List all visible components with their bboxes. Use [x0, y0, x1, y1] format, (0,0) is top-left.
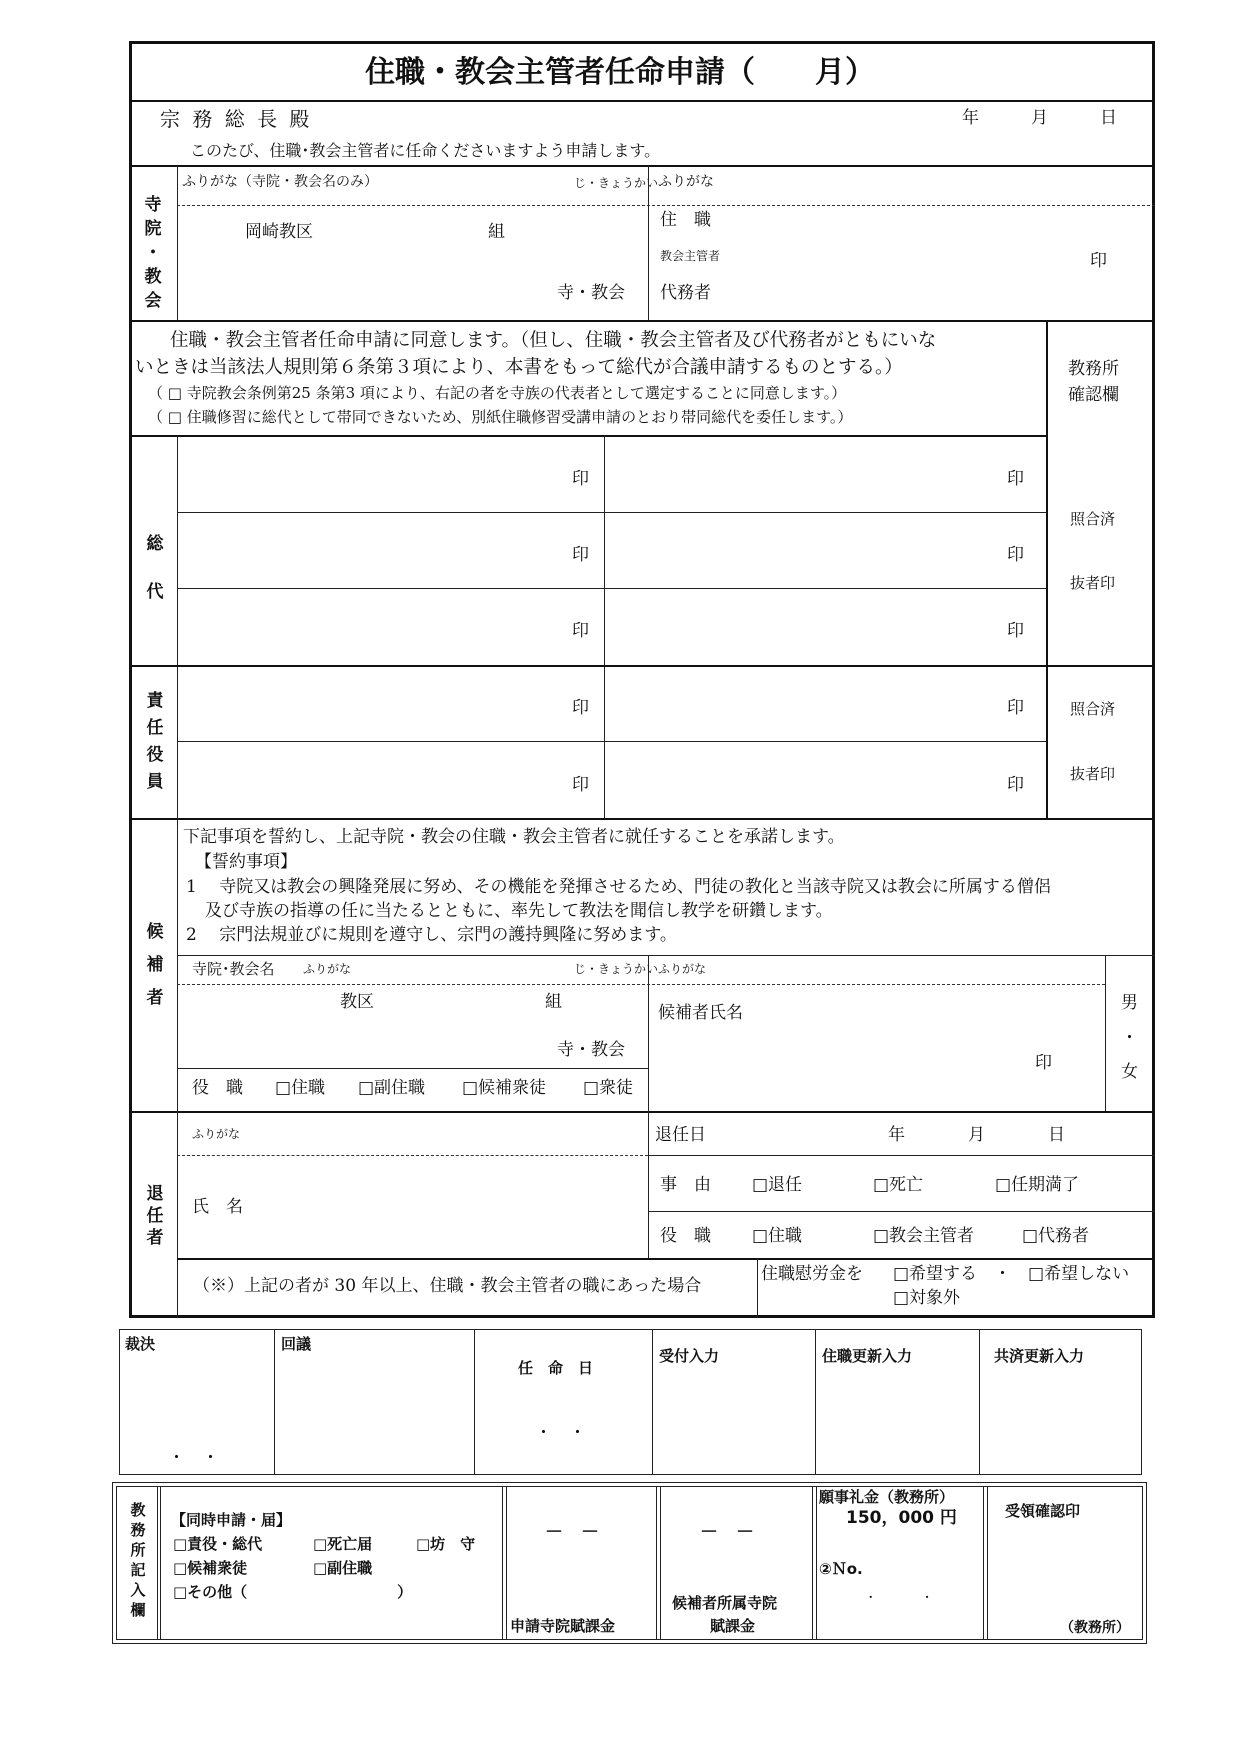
divider — [177, 984, 1105, 985]
allowance-label: 住職慰労金を — [761, 1264, 863, 1284]
divider — [129, 1111, 1155, 1113]
candidate-kumi: 組 — [545, 992, 562, 1012]
kyousai-update-label: 共済更新入力 — [994, 1347, 1085, 1365]
shukansha-label: 教会主管者 — [660, 249, 721, 263]
sekinin-side-label: 責 任 役 員 — [146, 691, 164, 792]
office-label: （教務所） — [1060, 1620, 1130, 1636]
role-koho-shuto-checkbox[interactable]: □候補衆徒 — [462, 1078, 547, 1098]
divider — [648, 955, 649, 1111]
candidate-tera-kyoukai: 寺・教会 — [557, 1040, 625, 1060]
applicant-seal[interactable]: 印 — [1090, 251, 1107, 271]
divider — [648, 1111, 649, 1258]
candidate-temple-name-label: 寺院･教会名 — [192, 960, 275, 978]
consent-line4: （ □ 住職修習に総代として帯同できないため、別紙住職修習受講申請のとおり帯同総代を委任します。） — [148, 408, 853, 426]
divider — [816, 1486, 817, 1640]
divider — [1046, 320, 1048, 818]
allowance-not-applicable[interactable]: □対象外 — [893, 1288, 961, 1308]
reason-death-checkbox[interactable]: □死亡 — [873, 1175, 924, 1195]
jushoku-label: 住 職 — [660, 210, 711, 230]
role-jushoku-checkbox[interactable]: □住職 — [275, 1078, 326, 1098]
divider — [177, 741, 1046, 742]
candidate-name-label: 候補者氏名 — [658, 1003, 743, 1023]
divider — [177, 1068, 648, 1069]
form-title: 住職・教会主管者任命申請（ 月） — [365, 55, 875, 90]
concurrent-applications-heading: 【同時申請・届】 — [171, 1511, 292, 1529]
temple-kumi: 組 — [488, 222, 505, 242]
divider — [815, 1329, 816, 1475]
divider — [129, 818, 1155, 820]
daimusha-label: 代務者 — [660, 283, 711, 303]
check-sekiyaku-sodai[interactable]: □責役・総代 — [173, 1535, 263, 1553]
candidate-role-label: 役 職 — [192, 1078, 243, 1098]
office-check-label: 教務所 確認欄 — [1068, 359, 1119, 405]
check-death-notice[interactable]: □死亡届 — [313, 1535, 373, 1553]
pledge-item-1b: 及び寺族の指導の任に当たるとともに、率先して教法を聞信し教学を研鑽します。 — [205, 901, 833, 921]
check-boumori[interactable]: □坊 守 — [416, 1535, 476, 1553]
levy2-amount[interactable]: － － — [700, 1522, 754, 1543]
retire-date-label: 退任日 — [655, 1125, 706, 1145]
sodai-seal-4[interactable]: 印 — [1007, 545, 1024, 565]
kaigi-label: 回議 — [281, 1335, 312, 1353]
pledge-heading: 【誓約事項】 — [195, 852, 297, 872]
gender-female[interactable]: 女 — [1121, 1062, 1138, 1082]
sekinin-seal-2[interactable]: 印 — [1007, 698, 1024, 718]
receipt-number-label[interactable]: ②Ｎo. — [819, 1560, 863, 1578]
candidate-furigana: ふりがな — [303, 962, 352, 976]
check-koho-shuto[interactable]: □候補衆徒 — [173, 1559, 248, 1577]
divider — [129, 100, 1155, 102]
temple-furigana-label: ふりがな（寺院・教会名のみ） — [182, 174, 378, 190]
sodai-verified: 照合済 — [1070, 510, 1116, 528]
sodai-seal-3[interactable]: 印 — [572, 545, 589, 565]
appointment-date-dots[interactable]: ・ ・ — [535, 1423, 586, 1443]
divider — [177, 588, 1046, 589]
divider — [177, 1155, 648, 1156]
divider — [656, 1486, 657, 1640]
divider — [648, 165, 649, 320]
divider — [177, 1111, 178, 1318]
divider — [648, 1155, 1155, 1156]
reason-label: 事 由 — [660, 1175, 711, 1195]
divider — [129, 165, 1155, 167]
divider — [987, 1486, 988, 1640]
receipt-confirmation-label: 受領確認印 — [1005, 1502, 1081, 1520]
sekinin-extract-seal: 抜者印 — [1070, 765, 1116, 783]
divider — [129, 320, 1155, 322]
levy1-amount[interactable]: － － — [545, 1522, 599, 1543]
divider — [474, 1329, 475, 1475]
divider — [177, 1258, 1155, 1260]
consent-line1: 住職・教会主管者任命申請に同意します。（但し、住職・教会主管者及び代務者がともにいな — [170, 330, 937, 351]
divider — [177, 955, 1155, 956]
retiree-furigana: ふりがな — [192, 1127, 241, 1141]
divider — [129, 665, 1155, 667]
divider — [502, 1486, 503, 1640]
sodai-side-label: 総 代 — [146, 534, 164, 602]
pledge-item-2: 2 宗門法規並びに規則を遵守し、宗門の護持興隆に努めます。 — [186, 925, 677, 945]
retiree-role-shukansha-checkbox[interactable]: □教会主管者 — [873, 1226, 975, 1246]
saiketsu-label: 裁決 — [125, 1335, 156, 1353]
temple-side-label: 寺 院 ・ 教 会 — [144, 195, 162, 311]
temple-district: 岡崎教区 — [245, 222, 313, 242]
divider — [129, 435, 1047, 437]
candidate-ji-kyoukai: じ・きょうかい — [574, 962, 659, 976]
divider — [177, 512, 1046, 513]
sodai-seal-2[interactable]: 印 — [1007, 469, 1024, 489]
divider — [274, 1329, 275, 1475]
levy1-label: 申請寺院賦課金 — [510, 1617, 616, 1635]
retiree-role-jushoku-checkbox[interactable]: □住職 — [752, 1226, 803, 1246]
retiree-name-label: 氏 名 — [192, 1197, 243, 1217]
candidate-kyouku: 教区 — [340, 992, 374, 1012]
sodai-extract-seal: 抜者印 — [1070, 574, 1116, 592]
levy2-label-b: 賦課金 — [710, 1617, 756, 1635]
divider — [757, 1258, 758, 1318]
office-entry-side-label: 教 務 所 記 入 欄 — [130, 1501, 146, 1619]
reason-term-end-checkbox[interactable]: □任期満了 — [995, 1175, 1080, 1195]
divider — [604, 435, 605, 818]
retire-date-fields[interactable]: 年 月 日 — [888, 1125, 1068, 1145]
allowance-options[interactable]: □希望する ・ □希望しない — [893, 1264, 1130, 1284]
retiree-note: （※）上記の者が 30 年以上、住職・教会主管者の職にあった場合 — [193, 1276, 702, 1296]
gender-dot: ・ — [1121, 1028, 1138, 1048]
candidate-name-furigana: ふりがな — [658, 962, 707, 976]
divider — [177, 435, 178, 818]
application-date[interactable]: 年 月 日 — [962, 108, 1123, 128]
sodai-seal-1[interactable]: 印 — [572, 469, 589, 489]
retiree-role-daimusha-checkbox[interactable]: □代務者 — [1022, 1226, 1090, 1246]
jushoku-update-label: 住職更新入力 — [822, 1347, 913, 1365]
divider — [1105, 955, 1106, 1111]
sodai-seal-5[interactable]: 印 — [572, 621, 589, 641]
reception-input-label: 受付入力 — [659, 1347, 720, 1365]
intro-text: このたび、住職･教会主管者に任命くださいますよう申請します。 — [190, 141, 661, 160]
sekinin-seal-1[interactable]: 印 — [572, 698, 589, 718]
pledge-intro: 下記事項を誓約し、上記寺院・教会の住職・教会主管者に就任することを承諾します。 — [183, 827, 845, 847]
retiree-role-label: 役 職 — [660, 1226, 711, 1246]
temple-tera-kyoukai: 寺・教会 — [557, 283, 625, 303]
candidate-seal[interactable]: 印 — [1035, 1053, 1052, 1073]
pledge-item-1a: 1 寺院又は教会の興隆発展に努め、その機能を発揮させるため、門徒の教化と当該寺院又は教会に所属する僧侶 — [186, 877, 1051, 897]
divider — [157, 1486, 158, 1640]
sekinin-seal-4[interactable]: 印 — [1007, 775, 1024, 795]
divider — [177, 205, 1155, 206]
consent-line3: （ □ 寺院教会条例第25 条第3 項により、右記の者を寺族の代表者として選定することに同意します。） — [148, 384, 847, 402]
candidate-side-label: 候 補 者 — [146, 922, 164, 1008]
gender-male[interactable]: 男 — [1121, 993, 1138, 1013]
ji-kyoukai-label: じ・きょうかい — [574, 176, 659, 190]
saiketsu-date-dots[interactable]: ・ ・ — [168, 1448, 219, 1468]
levy2-label-a: 候補者所属寺院 — [672, 1594, 778, 1612]
gansha-reikin-label: 願事礼金（教務所） — [819, 1488, 955, 1506]
divider — [506, 1486, 507, 1640]
office-processing-table — [119, 1329, 1142, 1475]
divider — [648, 1211, 1155, 1212]
sekinin-verified: 照合済 — [1070, 700, 1116, 718]
sekinin-seal-3[interactable]: 印 — [572, 775, 589, 795]
role-fuku-jushoku-checkbox[interactable]: □副住職 — [358, 1078, 426, 1098]
office-entry-inner — [116, 1486, 1143, 1640]
reason-retire-checkbox[interactable]: □退任 — [752, 1175, 803, 1195]
right-furigana-label: ふりがな — [658, 174, 714, 190]
check-fuku-jushoku[interactable]: □副住職 — [313, 1559, 373, 1577]
divider — [652, 1329, 653, 1475]
check-other[interactable]: □その他（ ） — [173, 1583, 413, 1601]
retiree-side-label: 退 任 者 — [146, 1184, 164, 1248]
divider — [812, 1486, 813, 1640]
divider — [983, 1486, 984, 1640]
consent-line2: いときは当該法人規則第６条第３項により、本書をもって総代が合議申請するものとする。） — [135, 357, 903, 378]
divider — [160, 1486, 161, 1640]
addressee: 宗 務 総 長 殿 — [160, 107, 313, 131]
gansha-reikin-amount: 150，000 円 — [846, 1508, 957, 1528]
receipt-number-dots: . . — [868, 1583, 930, 1603]
sodai-seal-6[interactable]: 印 — [1007, 621, 1024, 641]
divider — [177, 165, 178, 320]
divider — [979, 1329, 980, 1475]
role-shuto-checkbox[interactable]: □衆徒 — [583, 1078, 634, 1098]
divider — [660, 1486, 661, 1640]
appointment-date-label: 任 命 日 — [518, 1359, 594, 1377]
